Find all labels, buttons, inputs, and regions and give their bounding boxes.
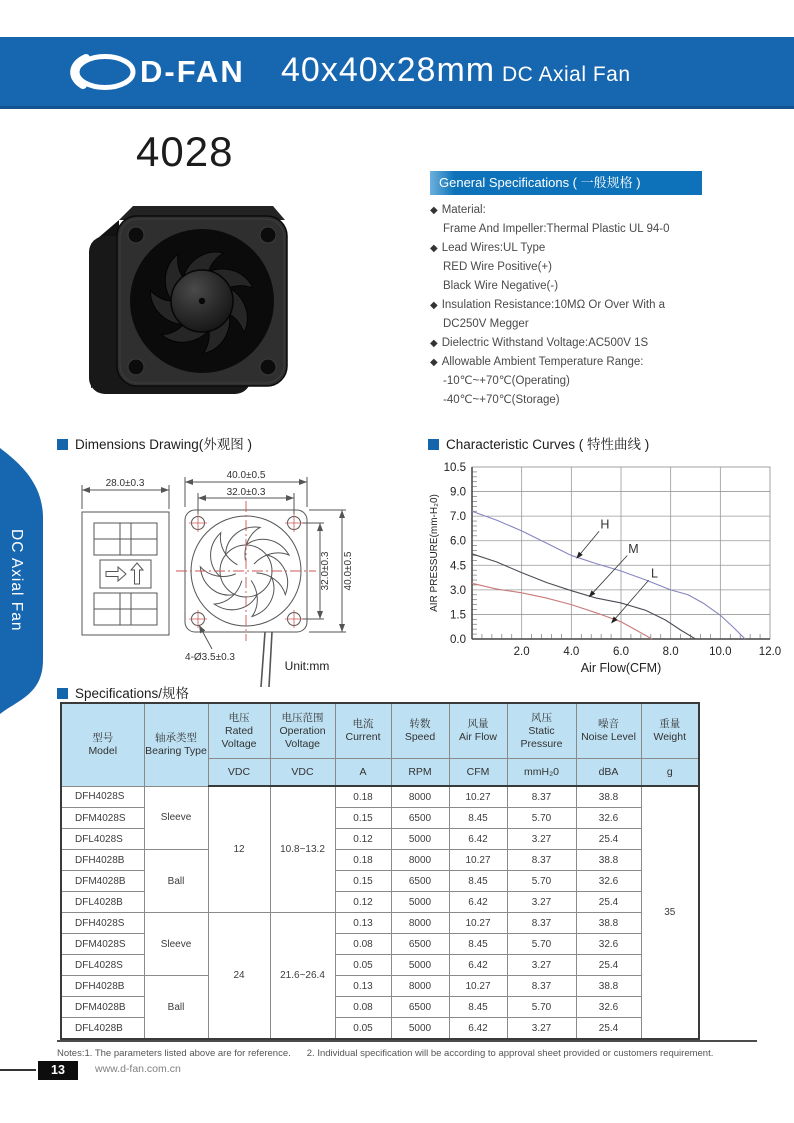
spec-line: -10℃~+70℃(Operating)	[443, 375, 570, 387]
cell: 5.70	[507, 808, 576, 829]
dim-front-width: 40.0±0.5	[226, 470, 266, 481]
unit-header: A	[335, 759, 391, 787]
spec-line: DC250V Megger	[443, 318, 529, 330]
cell: DFL4028B	[61, 1018, 144, 1040]
dim-hole-pitch-h: 32.0±0.3	[226, 487, 266, 498]
cell: 5000	[391, 1018, 449, 1040]
cell: DFH4028S	[61, 913, 144, 934]
column-header: 电压 Rated Voltage	[208, 703, 270, 759]
column-header: 风量 Air Flow	[449, 703, 507, 759]
curve-label-H: H	[600, 517, 610, 532]
x-tick-label: 6.0	[613, 646, 629, 658]
cell: 3.27	[507, 1018, 576, 1040]
spec-line: RED Wire Positive(+)	[443, 261, 552, 273]
centerlines	[176, 501, 316, 641]
blue-square-icon	[57, 688, 68, 699]
cell: 6.42	[449, 829, 507, 850]
column-header: 重量 Weight	[641, 703, 699, 759]
note-2: 2. Individual specification will be according to approval sheet provided or customers requirement.	[306, 1048, 714, 1059]
header-banner	[0, 37, 794, 109]
cell: 38.8	[576, 786, 641, 808]
page-number-line	[0, 1069, 36, 1071]
y-tick-label: 0.0	[450, 634, 466, 646]
cell: 0.15	[335, 871, 391, 892]
cell: 0.18	[335, 786, 391, 808]
product-size-title: 40x40x28mm	[281, 51, 496, 89]
cell: DFH4028B	[61, 976, 144, 997]
cell: 25.4	[576, 955, 641, 976]
airflow-up-arrow-icon	[131, 563, 143, 584]
diamond-bullet-icon: ◆	[430, 205, 438, 216]
y-axis-title: AIR PRESSURE(mm-H₂0)	[429, 494, 440, 612]
dim-hole-pitch-v: 32.0±0.3	[320, 551, 331, 591]
y-tick-label: 4.5	[450, 560, 466, 573]
cell: 8000	[391, 976, 449, 997]
unit-header: VDC	[208, 759, 270, 787]
cell: 3.27	[507, 892, 576, 913]
cell: 25.4	[576, 1018, 641, 1040]
cell: 5.70	[507, 934, 576, 955]
cell: Sleeve	[144, 786, 208, 850]
cell: 0.13	[335, 976, 391, 997]
cell: 8.45	[449, 934, 507, 955]
cell: 6.42	[449, 892, 507, 913]
cell: DFH4028S	[61, 786, 144, 808]
unit-header: VDC	[270, 759, 335, 787]
cell: 32.6	[576, 934, 641, 955]
cell: 3.27	[507, 955, 576, 976]
dfan-logo-icon	[70, 51, 136, 93]
column-header: 轴承类型 Bearing Type	[144, 703, 208, 786]
cell: 8000	[391, 850, 449, 871]
y-tick-label: 10.5	[443, 462, 466, 474]
cell: 8.45	[449, 808, 507, 829]
diamond-bullet-icon: ◆	[430, 338, 438, 349]
spec-line: ◆ Allowable Ambient Temperature Range:	[430, 356, 644, 368]
cell: 8.37	[507, 786, 576, 808]
cell: 32.6	[576, 808, 641, 829]
specifications-section-title: Specifications/规格	[57, 682, 189, 702]
y-tick-label: 9.0	[450, 486, 466, 499]
cell: 12	[208, 786, 270, 913]
cell: 8.45	[449, 871, 507, 892]
x-tick-label: 10.0	[709, 646, 732, 658]
cell: 0.05	[335, 955, 391, 976]
cell: 10.27	[449, 850, 507, 871]
unit-header: dBA	[576, 759, 641, 787]
cell: 8000	[391, 786, 449, 808]
x-tick-label: 2.0	[513, 646, 530, 658]
table-row	[61, 976, 699, 997]
series-L	[472, 583, 652, 639]
product-photo	[83, 196, 297, 410]
cell: 25.4	[576, 829, 641, 850]
cell: 8000	[391, 913, 449, 934]
brand-name: D-FAN	[140, 54, 245, 89]
y-tick-label: 7.0	[450, 511, 466, 524]
cell: 3.27	[507, 829, 576, 850]
footer-notes	[57, 1048, 757, 1059]
cell: 6500	[391, 871, 449, 892]
cell: 32.6	[576, 997, 641, 1018]
specifications-table	[60, 702, 700, 1040]
cell: 6.42	[449, 955, 507, 976]
general-specs-title-bar: General Specifications ( 一般规格 )	[430, 171, 702, 195]
cell: 8.37	[507, 976, 576, 997]
diamond-bullet-icon: ◆	[430, 243, 438, 254]
cell: 10.8~13.2	[270, 786, 335, 913]
cell: 5.70	[507, 997, 576, 1018]
series-M	[472, 554, 696, 639]
unit-header: RPM	[391, 759, 449, 787]
general-specs-list	[430, 201, 750, 410]
cell: DFL4028B	[61, 892, 144, 913]
cell: 0.05	[335, 1018, 391, 1040]
unit-label: Unit:mm	[284, 659, 330, 673]
product-type-subtitle: DC Axial Fan	[502, 63, 631, 86]
column-header: 噪音 Noise Level	[576, 703, 641, 759]
y-tick-label: 3.0	[450, 584, 466, 597]
cell: 38.8	[576, 976, 641, 997]
side-tab-label: DC Axial Fan	[8, 528, 25, 632]
cell: 0.12	[335, 829, 391, 850]
cell: 0.08	[335, 997, 391, 1018]
cell: 6500	[391, 808, 449, 829]
cell: 38.8	[576, 913, 641, 934]
table-row	[61, 913, 699, 934]
spec-line: -40℃~+70℃(Storage)	[443, 394, 560, 406]
cell: DFM4028B	[61, 871, 144, 892]
spec-line: ◆ Lead Wires:UL Type	[430, 242, 546, 254]
curve-label-M: M	[628, 541, 639, 556]
cell: 0.13	[335, 913, 391, 934]
blue-square-icon	[428, 439, 439, 450]
footer-rule	[57, 1040, 757, 1042]
cell: 5000	[391, 829, 449, 850]
cell: 0.15	[335, 808, 391, 829]
column-header: 电压范围 Operation Voltage	[270, 703, 335, 759]
cell: DFM4028S	[61, 808, 144, 829]
cell: Ball	[144, 976, 208, 1040]
model-heading: 4028	[136, 128, 234, 175]
cell: 0.12	[335, 892, 391, 913]
column-header: 风压 Static Pressure	[507, 703, 576, 759]
cell: 10.27	[449, 913, 507, 934]
cell: 0.18	[335, 850, 391, 871]
cell: 10.27	[449, 976, 507, 997]
spec-line: Frame And Impeller:Thermal Plastic UL 94-0	[443, 223, 670, 235]
cell: Sleeve	[144, 913, 208, 976]
x-tick-label: 4.0	[563, 646, 580, 658]
y-tick-label: 6.0	[450, 535, 466, 548]
cell: 5000	[391, 892, 449, 913]
dim-side-width: 28.0±0.3	[105, 478, 145, 489]
table-row	[61, 786, 699, 808]
curve-label-L: L	[651, 566, 659, 581]
unit-header: g	[641, 759, 699, 787]
page-number-badge: 13	[38, 1061, 78, 1080]
airflow-right-arrow-icon	[106, 567, 126, 581]
curves-section-title: Characteristic Curves ( 特性曲线 )	[428, 433, 649, 453]
x-tick-label: 8.0	[662, 646, 679, 658]
cell: 8.37	[507, 913, 576, 934]
unit-header: CFM	[449, 759, 507, 787]
cell: 24	[208, 913, 270, 1040]
cell: 10.27	[449, 786, 507, 808]
column-header: 转数 Speed	[391, 703, 449, 759]
x-axis-title: Air Flow(CFM)	[580, 661, 662, 675]
cell: DFH4028B	[61, 850, 144, 871]
cell: DFM4028S	[61, 934, 144, 955]
blue-square-icon	[57, 439, 68, 450]
cell: 38.8	[576, 850, 641, 871]
unit-header: mmH₂0	[507, 759, 576, 787]
cell: Ball	[144, 850, 208, 913]
cell: 25.4	[576, 892, 641, 913]
diamond-bullet-icon: ◆	[430, 300, 438, 311]
spec-line: ◆ Dielectric Withstand Voltage:AC500V 1S	[430, 337, 649, 349]
y-tick-label: 1.5	[450, 609, 466, 622]
cell: 8.45	[449, 997, 507, 1018]
cell: 32.6	[576, 871, 641, 892]
dim-front-height: 40.0±0.5	[343, 551, 354, 591]
dimensions-drawing	[60, 455, 410, 695]
cell: 5000	[391, 955, 449, 976]
characteristic-curves-chart	[426, 455, 788, 685]
dimensions-section-title: Dimensions Drawing(外观图 )	[57, 433, 252, 453]
table-row	[61, 850, 699, 871]
spec-line: Black Wire Negative(-)	[443, 280, 559, 292]
cell: DFM4028B	[61, 997, 144, 1018]
cell: 6.42	[449, 1018, 507, 1040]
x-tick-label: 12.0	[758, 646, 782, 658]
cell: 0.08	[335, 934, 391, 955]
cell: 21.6~26.4	[270, 913, 335, 1040]
cell: 6500	[391, 934, 449, 955]
website-url: www.d-fan.com.cn	[95, 1063, 181, 1075]
cell: 35	[641, 786, 699, 1039]
spec-line: ◆ Insulation Resistance:10MΩ Or Over With a	[430, 299, 666, 311]
cell: DFL4028S	[61, 955, 144, 976]
cell: 6500	[391, 997, 449, 1018]
cell: 5.70	[507, 871, 576, 892]
note-1: Notes:1. The parameters listed above are for reference.	[57, 1048, 291, 1059]
cell: DFL4028S	[61, 829, 144, 850]
column-header: 电流 Current	[335, 703, 391, 759]
dim-holes-callout: 4-Ø3.5±0.3	[185, 652, 235, 663]
diamond-bullet-icon: ◆	[430, 357, 438, 368]
spec-line: ◆ Material:	[430, 204, 486, 216]
column-header: 型号 Model	[61, 703, 144, 786]
cell: 8.37	[507, 850, 576, 871]
